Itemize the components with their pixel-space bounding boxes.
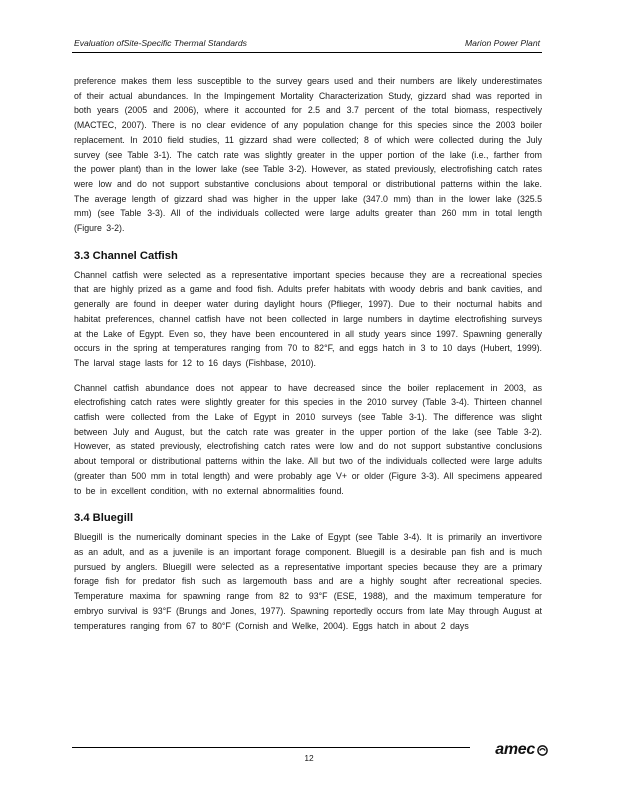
catfish-paragraph-1: Channel catfish were selected as a representative important species because they are a recreational species that are highly prized as a game and food fish. Adults prefer habitats with woody debris and bank cavities, and generally are found in deeper water during daylight hours (Pflieger, 1997). Due to their nocturnal habits and habitat preferences, channel catfish have not been collected in large numbers in daytime electrofishing surveys at the Lake of Egypt. Even so, they have been encountered in all study years since 1997. Spawning generally occurs in the spring at temperatures ranging from 70 to 82°F, and eggs hatch in 3 to 10 days (Hubert, 1999). The larval stage lasts for 12 to 16 days (Fishbase, 2010).: [74, 269, 542, 368]
bluegill-paragraph-1: Bluegill is the numerically dominant species in the Lake of Egypt (see Table 3-4). It is primarily an invertivore as an adult, and as a juvenile is an important forage component. Bluegill is a desirable pan fish and is much pursued by anglers. Bluegill were selected as a representative important species because they are a primary forage fish for predator fish such as largemouth bass and are a highly sought after recreational species. Temperature maxima for spawning range from 82 to 93°F (ESE, 1988), and the maximum temperature for embryo survival is 93°F (Brungs and Jones, 1977). Spawning reportedly occurs from late May through August at temperatures ranging from 67 to 80°F (Cornish and Welke, 2004). Eggs hatch in about 2 days: [74, 532, 542, 631]
section-heading-channel-catfish: 3.3 Channel Catfish: [74, 249, 178, 262]
catfish-paragraph-2: Channel catfish abundance does not appear to have decreased since the boiler replacement in 2003, as electrofishing catch rates were slightly greater for this species in the 2010 survey (Table 3-4). Thirteen channel catfish were collected from the Lake of Egypt in 2010 surveys (see Table 3-1). The difference was slight between July and August, but the catch rate was greater in the upper portion of the lake (see Table 3-2). However, as stated previously, electrofishing catch rates were low and do not support substantive conclusions about temporal or distributional patterns within the lake. All but two of the individuals collected were large adults (greater than 500 mm in total length) and were probably age V+ or older (Figure 3-3). All specimens appeared to be in excellent condition, with no external abnormalities found.: [74, 382, 542, 496]
amec-logo: [495, 741, 548, 759]
section-heading-bluegill: 3.4 Bluegill: [74, 512, 134, 525]
logo-wordmark: amec: [495, 741, 535, 758]
running-header: [74, 38, 540, 50]
header-divider: [72, 52, 542, 53]
amec-swirl-icon: [537, 745, 548, 756]
footer-divider: [72, 747, 470, 748]
intro-paragraph: preference makes them less susceptible to the survey gears used and their numbers are likely underestimates of their actual abundances. In the Impingement Mortality Characterization Study, gizzard shad was reported in both years (2005 and 2006), where it accounted for 2.5 and 3.7 percent of the total biomass, respectively (MACTEC, 2007). There is no clear evidence of any population change for this species since the 2003 boiler replacement. In 2010 field studies, 11 gizzard shad were collected; 8 of which were collected during the July survey (see Table 3-1). The catch rate was slightly greater in the upper portion of the lake (i.e., farther from the power plant) than in the lower lake (see Table 3-2). However, as stated previously, electrofishing catch rates were low and do not support substantive conclusions about temporal or distributional patterns within the lake. The average length of gizzard shad was higher in the upper lake (347.0 mm) than in the lower lake (325.5 mm) (see Table 3-3). All of the individuals collected were large adults greater than 260 mm in total length (Figure 3-2).: [74, 76, 542, 234]
header-document-title: Evaluation ofSite-Specific Thermal Standards: [74, 38, 247, 48]
header-project-name: Marion Power Plant: [465, 38, 540, 48]
page-number: 12: [304, 753, 314, 763]
page-body: [74, 74, 542, 643]
